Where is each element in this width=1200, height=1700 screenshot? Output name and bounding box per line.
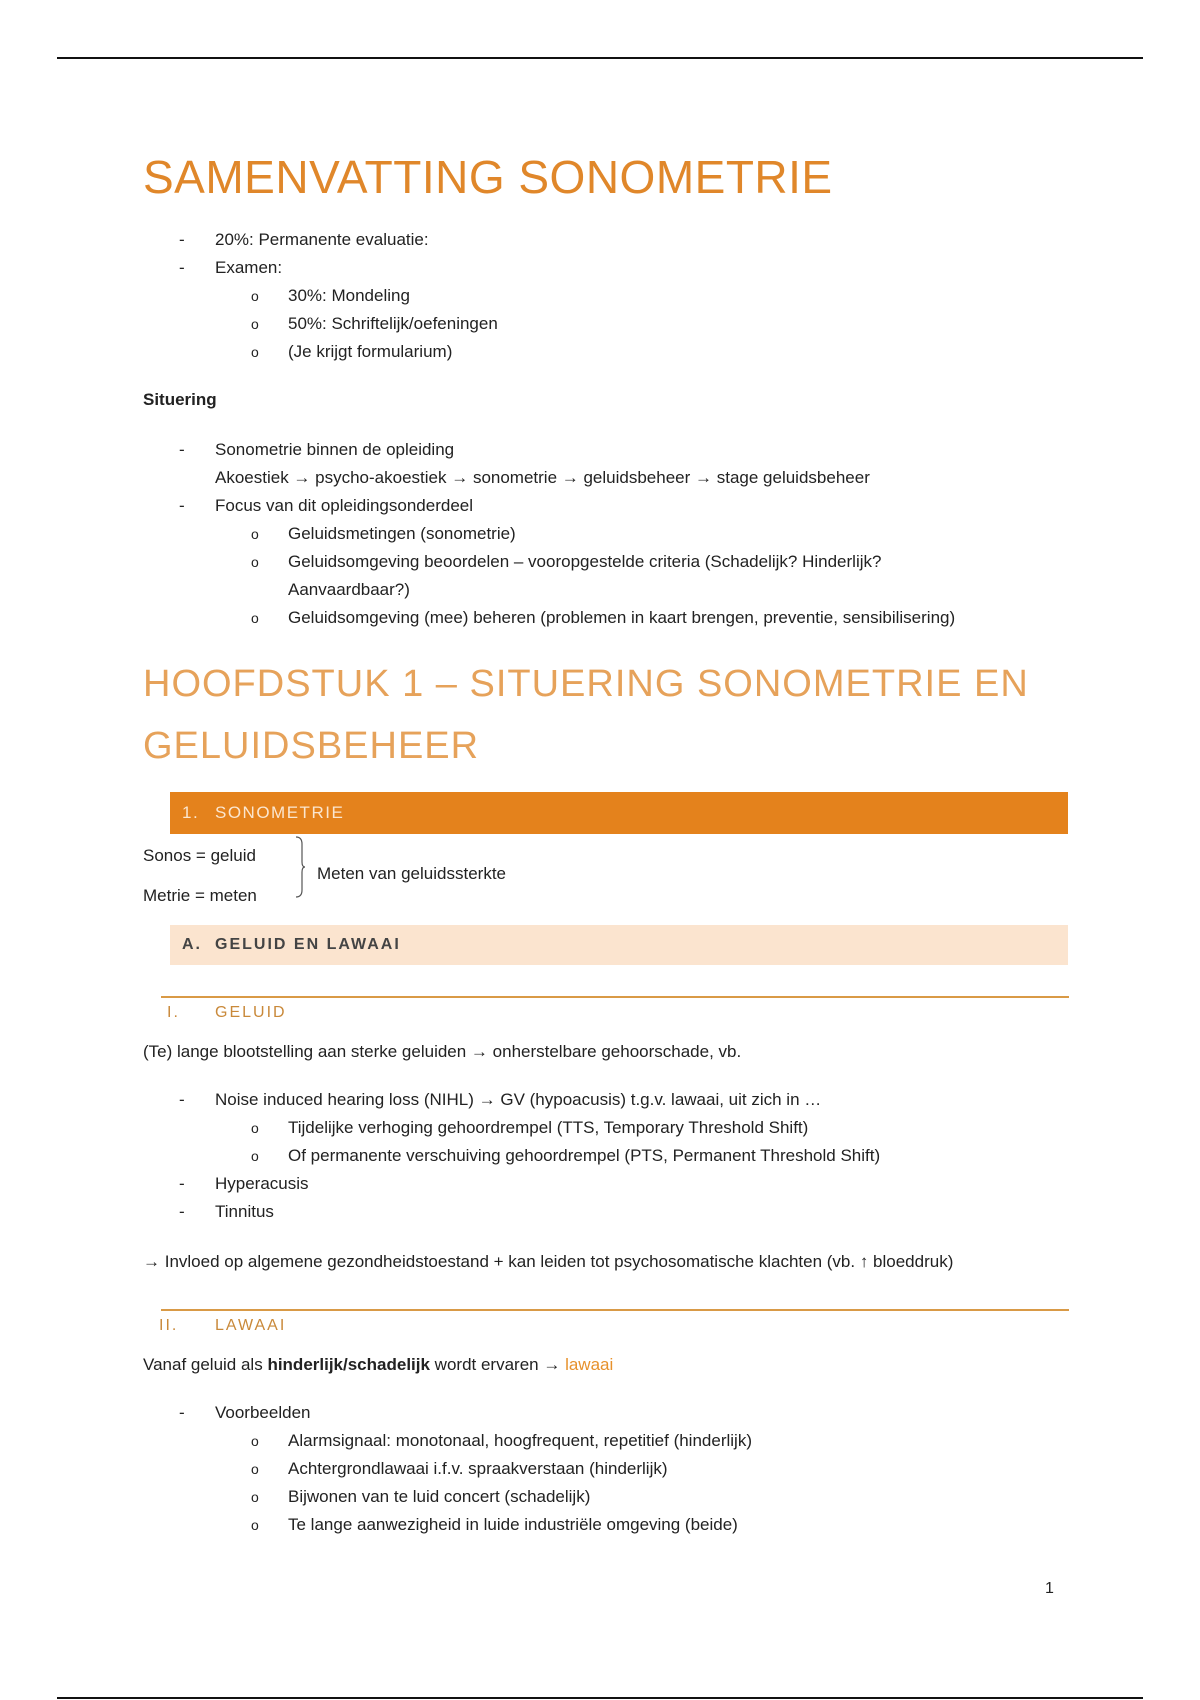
subsection-rule xyxy=(161,1309,1069,1311)
lawaai-intro: Vanaf geluid als hinderlijk/schadelijk wordt ervaren → lawaai xyxy=(143,1355,614,1374)
subsection-number: I. xyxy=(167,1004,180,1021)
document-title: SAMENVATTING SONOMETRIE xyxy=(143,151,833,203)
chapter-heading-line: HOOFDSTUK 1 – SITUERING SONOMETRIE EN xyxy=(143,663,1029,705)
chapter-heading xyxy=(143,653,1043,777)
subsection-label-lawaai: LAWAAI xyxy=(215,1317,287,1334)
subsection-number: II. xyxy=(159,1317,179,1334)
definition-result: Meten van geluidssterkte xyxy=(317,864,506,883)
lawaai-highlight: lawaai xyxy=(565,1355,614,1374)
section-heading-sonometrie xyxy=(170,792,1068,834)
top-rule xyxy=(57,57,1143,59)
brace-icon xyxy=(295,836,305,898)
chapter-heading-line: GELUIDSBEHEER xyxy=(143,725,480,767)
section-number: 1. xyxy=(182,803,200,822)
definition-line: Sonos = geluid xyxy=(143,846,256,865)
geluid-conclusion: → Invloed op algemene gezondheidstoestand + kan leiden tot psychosomatische klachten (vb. ↑ bloeddruk) xyxy=(143,1252,954,1271)
section-heading-geluid-en-lawaai xyxy=(170,925,1068,965)
page-number: 1 xyxy=(1045,1580,1054,1597)
geluid-intro: (Te) lange blootstelling aan sterke geluiden → onherstelbare gehoorschade, vb. xyxy=(143,1042,742,1061)
situering-heading: Situering xyxy=(143,390,217,409)
section-number: A. xyxy=(182,936,202,953)
bottom-rule xyxy=(57,1697,1143,1699)
subsection-label-geluid: GELUID xyxy=(215,1004,287,1021)
subsection-rule xyxy=(161,996,1069,998)
section-label: SONOMETRIE xyxy=(215,803,345,822)
section-label: GELUID EN LAWAAI xyxy=(215,936,401,953)
definition-line: Metrie = meten xyxy=(143,886,257,905)
